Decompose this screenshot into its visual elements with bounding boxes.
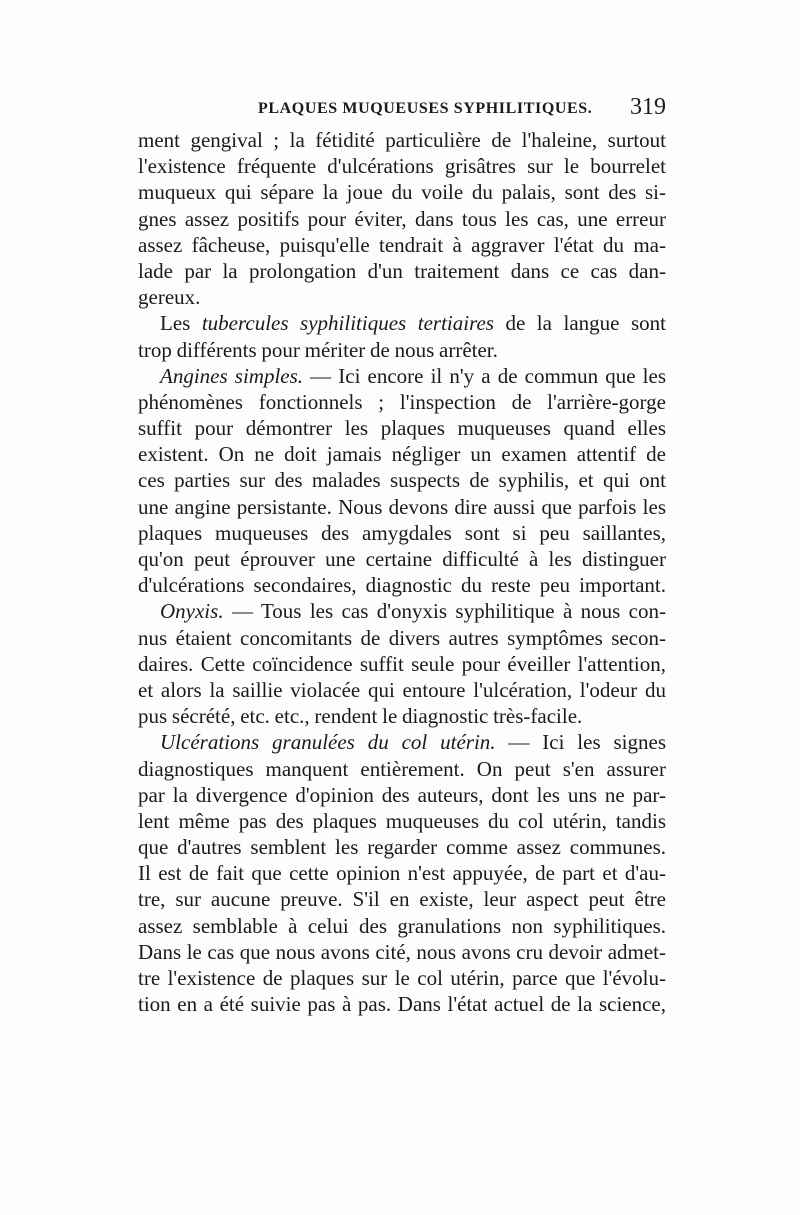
page-number: 319 [630,94,666,120]
line-text: — Ici les signes [495,730,666,755]
line-text: gereux. [138,285,201,310]
text-line [138,179,666,205]
line-text: l'existence fréquente d'ulcérations grisâtres sur le bourrelet [138,154,666,179]
text-line [138,651,666,677]
line-text: lent même pas des plaques muqueuses du col utérin, tandis [138,808,666,833]
text-line [138,756,666,782]
text-line [138,913,666,939]
italic-heading: tubercules syphilitiques tertiaires [201,311,494,336]
text-line [138,546,666,572]
text-line [138,153,666,179]
line-text: par la divergence d'opinion des auteurs, dont les uns ne par- [138,782,666,807]
line-text: qu'on peut éprouver une certaine difficulté à les distinguer [138,547,666,571]
line-text: Il est de fait que cette opinion n'est appuyée, de part et d'au- [138,861,666,886]
text-line [138,625,666,651]
text-line [138,703,666,729]
text-line [138,965,666,991]
line-text: nus étaient concomitants de divers autres symptômes secon- [138,625,666,650]
line-text: existent. On ne doit jamais négliger un examen attentif de [138,442,666,467]
line-text: muqueux qui sépare la joue du voile du palais, sont des si- [138,180,666,205]
text-line [138,860,666,886]
line-text: suffit pour démontrer les plaques muqueuses quand elles [138,416,666,441]
line-text: pus sécrété, etc. etc., rendent le diagnostic très-facile. [138,704,583,729]
text-line [138,441,666,467]
line-text: diagnostiques manquent entièrement. On peut s'en assurer [138,756,666,781]
line-text: tre l'existence de plaques sur le col utérin, parce que l'évolu- [138,966,666,990]
text-line [138,939,666,965]
text-line [138,782,666,808]
text-line [138,127,666,153]
text-line [138,808,666,834]
text-line [138,284,666,310]
line-text: d'ulcérations secondaires, diagnostic du reste peu important. [138,573,666,598]
text-line [138,494,666,520]
italic-heading: Angines simples. [160,363,304,388]
line-text: ment gengival ; la fétidité particulière de l'haleine, surtout [138,128,666,152]
line-text: de la langue sont [493,311,666,336]
line-text: assez fâcheuse, puisqu'elle tendrait à aggraver l'état du ma- [138,232,666,257]
text-line [138,467,666,493]
text-line [138,258,666,284]
text-line [138,886,666,912]
line-text: — Ici encore il n'y a de commun que les [303,363,667,388]
running-title: PLAQUES MUQUEUSES SYPHILITIQUES. [258,100,593,117]
text-line [138,363,666,389]
line-text: Dans le cas que nous avons cité, nous avons cru devoir admet- [138,939,666,964]
text-line [138,232,666,258]
text-line [138,598,666,624]
text-line [138,206,666,232]
text-line [138,337,666,363]
line-text: daires. Cette coïncidence suffit seule pour éveiller l'attention, [138,651,666,676]
text-line [138,389,666,415]
line-text: Les [160,311,202,336]
text-line [138,834,666,860]
text-line [138,991,666,1017]
line-text: ces parties sur des malades suspects de syphilis, et qui ont [138,468,666,493]
italic-heading: Ulcérations granulées du col utérin. [160,730,496,755]
text-line [138,677,666,703]
italic-heading: Onyxis. [160,599,224,624]
running-head [138,94,666,124]
line-text: lade par la prolongation d'un traitement dans ce cas dan- [138,258,666,283]
body-text [138,127,666,1017]
text-line [138,520,666,546]
line-text: phénomènes fonctionnels ; l'inspection de l'arrière-gorge [138,389,666,414]
line-text: et alors la saillie violacée qui entoure l'ulcération, l'odeur du [138,677,666,702]
text-line [138,729,666,755]
line-text: gnes assez positifs pour éviter, dans tous les cas, une erreur [138,206,666,231]
text-line [138,415,666,441]
line-text: assez semblable à celui des granulations non syphilitiques. [138,913,666,938]
line-text: trop différents pour mériter de nous arrêter. [138,337,498,362]
line-text: tion en a été suivie pas à pas. Dans l'état actuel de la science, [138,992,666,1017]
line-text: plaques muqueuses des amygdales sont si peu saillantes, [138,520,666,545]
line-text: tre, sur aucune preuve. S'il en existe, leur aspect peut être [138,887,666,912]
text-line [138,572,666,598]
line-text: une angine persistante. Nous devons dire aussi que parfois les [138,494,666,519]
line-text: — Tous les cas d'onyxis syphilitique à nous con- [223,599,666,624]
text-line [138,310,666,336]
line-text: que d'autres semblent les regarder comme assez communes. [138,835,666,860]
